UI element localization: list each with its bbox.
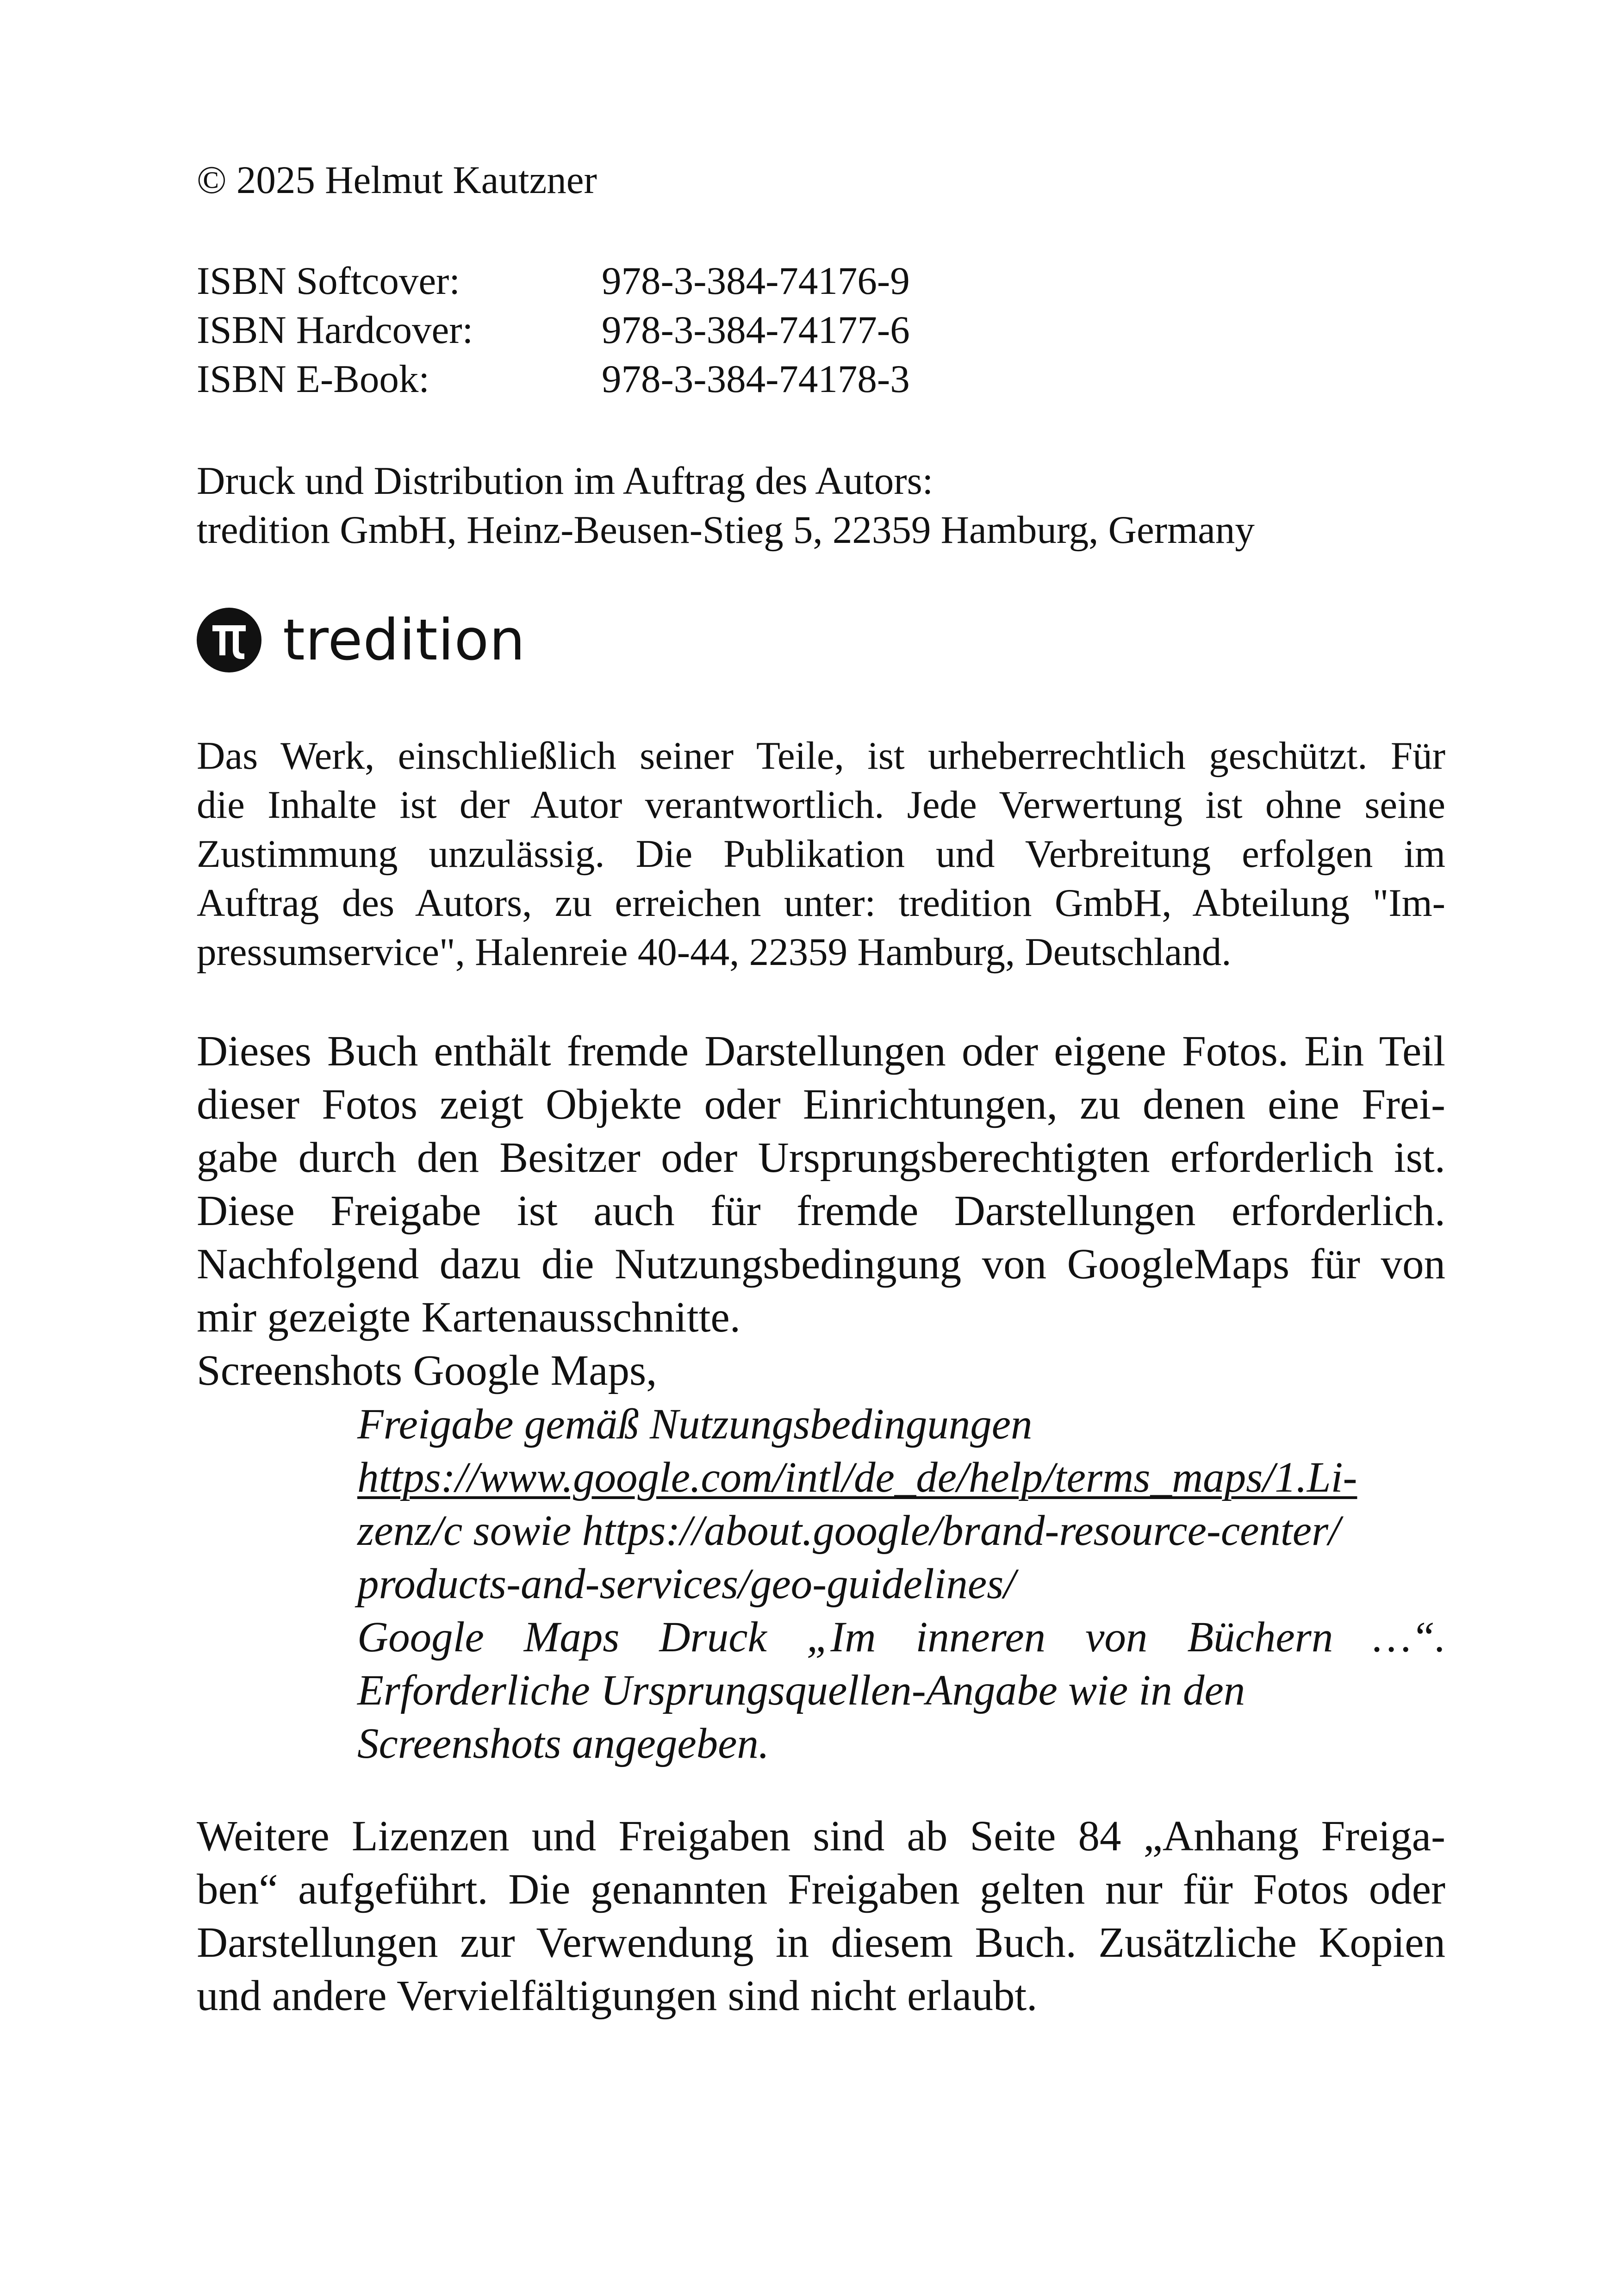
isbn-label: ISBN Hardcover: — [197, 308, 473, 352]
notice-line: Nachfolgend dazu die Nutzungsbedingung von GoogleMaps für von — [197, 1240, 1445, 1288]
publisher-logo — [197, 605, 525, 675]
notice-line: und andere Vervielfältigungen sind nicht erlaubt. — [197, 1972, 1038, 2020]
notice-line: dieser Fotos zeigt Objekte oder Einrichtungen, zu denen eine Frei- — [197, 1081, 1445, 1128]
notice-line: Darstellungen zur Verwendung in diesem Buch. Zusätzliche Kopien — [197, 1919, 1445, 1966]
notice-line: Auftrag des Autors, zu erreichen unter: tredition GmbH, Abteilung "Im- — [197, 881, 1445, 925]
notice-line: Das Werk, einschließlich seiner Teile, ist urheberrechtlich geschützt. Für — [197, 734, 1445, 778]
isbn-label: ISBN E-Book: — [197, 357, 429, 401]
notice-line: ben“ aufgeführt. Die genannten Freigaben gelten nur für Fotos oder — [197, 1866, 1445, 1913]
isbn-value: 978-3-384-74176-9 — [602, 259, 910, 303]
logo-wordmark: tredition — [283, 607, 526, 673]
isbn-value: 978-3-384-74178-3 — [602, 357, 910, 401]
terms-line: Google Maps Druck „Im inneren von Büchern …“. — [357, 1613, 1446, 1661]
notice-line: Weitere Lizenzen und Freigaben sind ab Seite 84 „Anhang Freiga- — [197, 1812, 1445, 1860]
terms-line: zenz/c sowie https://about.google/brand-resource-center/ — [357, 1507, 1341, 1555]
terms-line: Screenshots angegeben. — [357, 1720, 770, 1767]
isbn-list — [197, 256, 910, 404]
licenses-notice — [197, 1810, 1445, 2022]
copyright-line — [197, 156, 597, 205]
notice-line: Diese Freigabe ist auch für fremde Darstellungen erforderlich. — [197, 1187, 1445, 1235]
tredition-logo-icon — [197, 608, 261, 672]
terms-line: Erforderliche Ursprungsquellen-Angabe wie in den — [357, 1667, 1245, 1714]
isbn-label: ISBN Softcover: — [197, 259, 460, 303]
notice-line: Dieses Buch enthält fremde Darstellungen oder eigene Fotos. Ein Teil — [197, 1027, 1445, 1075]
distribution-line: Druck und Distribution im Auftrag des Autors: — [197, 459, 933, 503]
isbn-row-ebook — [197, 355, 910, 404]
isbn-row-softcover — [197, 256, 910, 305]
google-maps-terms — [357, 1398, 1446, 1770]
notice-line: Screenshots Google Maps, — [197, 1347, 657, 1394]
copyright-text: © 2025 Helmut Kautzner — [197, 158, 597, 202]
copyright-notice — [197, 731, 1445, 977]
distribution-address: tredition GmbH, Heinz-Beusen-Stieg 5, 22359 Hamburg, Germany — [197, 508, 1255, 552]
photos-notice — [197, 1025, 1445, 1397]
notice-line: pressumservice", Halenreie 40-44, 22359 Hamburg, Deutschland. — [197, 930, 1232, 974]
notice-line: Zustimmung unzulässig. Die Publikation und Verbreitung erfolgen im — [197, 832, 1445, 876]
terms-line: products-and-services/geo-guidelines/ — [357, 1560, 1016, 1608]
notice-line: gabe durch den Besitzer oder Ursprungsberechtigten erforderlich ist. — [197, 1134, 1445, 1182]
isbn-value: 978-3-384-74177-6 — [602, 308, 910, 352]
terms-line: Freigabe gemäß Nutzungsbedingungen — [357, 1400, 1033, 1448]
distribution-info — [197, 456, 1255, 554]
notice-line: mir gezeigte Kartenausschnitte. — [197, 1294, 741, 1341]
isbn-row-hardcover — [197, 305, 910, 355]
notice-line: die Inhalte ist der Autor verantwortlich. Jede Verwertung ist ohne seine — [197, 783, 1445, 827]
terms-link[interactable]: https://www.google.com/intl/de_de/help/terms_maps/1.Li- — [357, 1454, 1357, 1501]
